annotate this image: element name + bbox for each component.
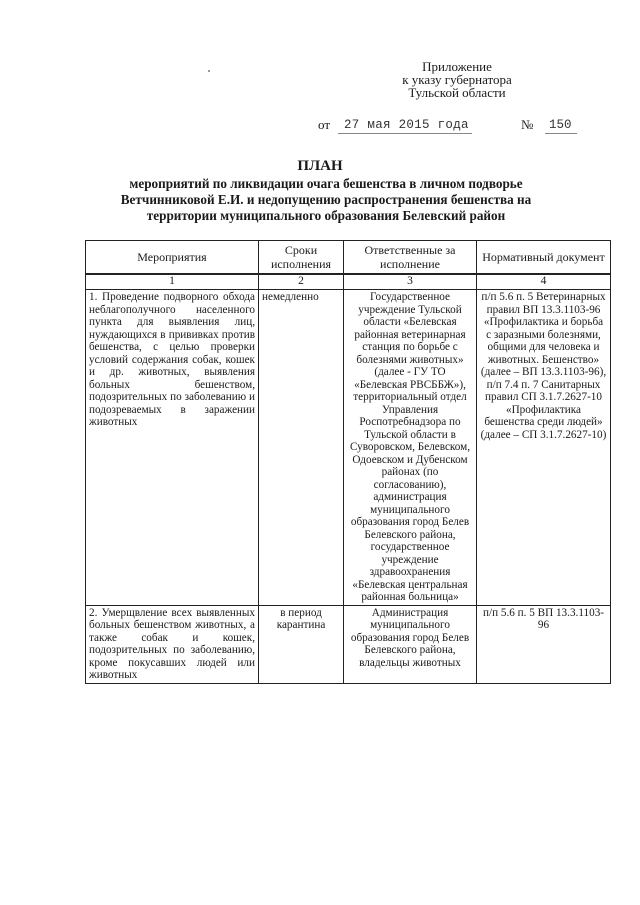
number-prefix: № — [521, 117, 534, 132]
decree-date: 27 мая 2015 года — [344, 118, 469, 132]
measures-table — [85, 240, 611, 684]
header-responsible: Ответственные за исполнение — [344, 241, 477, 275]
number-underline — [545, 133, 577, 134]
header-measures: Мероприятия — [86, 241, 259, 275]
appendix-line-1: Приложение — [422, 59, 492, 74]
plan-subtitle: мероприятий по ликвидации очага бешенства в личном подворье Ветчинниковой Е.И. и недопущению распространения бешенства на территории муниципального образования Белевский район — [120, 176, 532, 223]
decree-number: 150 — [549, 118, 572, 132]
document-cell: п/п 5.6 п. 5 Ветеринарных правил ВП 13.3.1103-96 «Профилактика и борьба с заразными болезнями, общими для человека и животных. Бешенство» (далее – ВП 13.3.1103-96), п/п 7.4 п. 7 Санитарных правил СП 3.1.7.2627-10 «Профилактика бешенства среди людей» (далее – СП 3.1.7.2627-10) — [477, 290, 611, 606]
appendix-line-2: к указу губернатора — [402, 72, 512, 87]
date-underline — [338, 133, 472, 134]
document-cell: п/п 5.6 п. 5 ВП 13.3.1103-96 — [477, 605, 611, 683]
deadline-cell: в период карантина — [259, 605, 344, 683]
header-deadline: Сроки исполнения — [259, 241, 344, 275]
scan-speck — [208, 70, 210, 72]
table-header-row — [86, 241, 611, 275]
date-prefix: от — [318, 117, 331, 132]
appendix-line-3: Тульской области — [408, 85, 506, 100]
appendix-block — [372, 60, 542, 99]
column-number: 1 — [86, 274, 259, 290]
column-number: 2 — [259, 274, 344, 290]
column-number: 4 — [477, 274, 611, 290]
responsible-cell: Государственное учреждение Тульской области «Белевская районная ветеринарная станция по борьбе с болезнями животных» (далее - ГУ ТО «Белевская РВСББЖ»), территориальный отдел Управления Роспотребнадзора по Тульской области в Суворовском, Белевском, Одоевском и Дубенском районах (по согласованию), администрация муниципального образования город Белев Белевского района, государственное учреждение здравоохранения «Белевская центральная районная больница» — [344, 290, 477, 606]
measure-cell: 2. Умерщвление всех выявленных больных бешенством животных, а также собак и кошек, подозрительных по заболеванию, кроме покусавших людей или животных — [86, 605, 259, 683]
column-number-row — [86, 274, 611, 290]
deadline-cell: немедленно — [259, 290, 344, 606]
table-row — [86, 605, 611, 683]
measure-cell: 1. Проведение подворного обхода неблагополучного населенного пункта для выявления лиц, нуждающихся в прививках против бешенства, с целью проверки условий содержания собак, кошек и др. животных, выявления больных бешенством, подозрительных по заболеванию и подозреваемых в заражении животных — [86, 290, 259, 606]
column-number: 3 — [344, 274, 477, 290]
responsible-cell: Администрация муниципального образования город Белев Белевского района, владельцы животных — [344, 605, 477, 683]
plan-title: ПЛАН — [297, 158, 343, 174]
header-document: Нормативный документ — [477, 241, 611, 275]
table-row — [86, 290, 611, 606]
